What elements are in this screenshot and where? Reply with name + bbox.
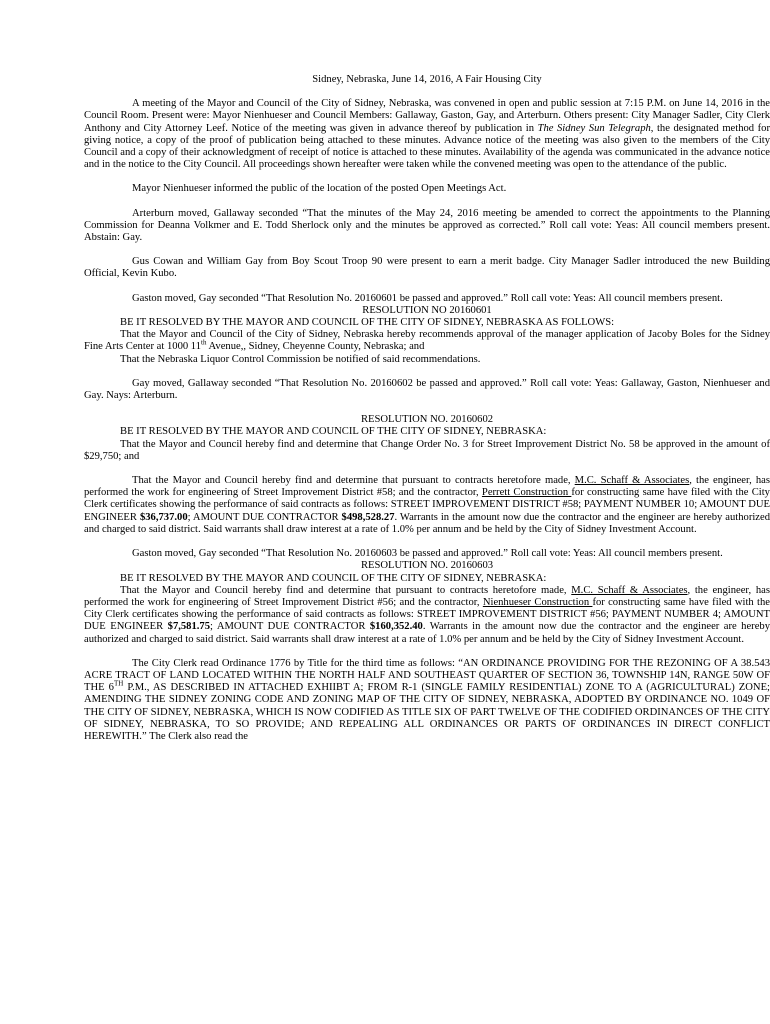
clause-text: ; AMOUNT DUE CONTRACTOR xyxy=(187,511,342,523)
meeting-paragraph xyxy=(84,98,770,171)
ordinal-suffix: TH xyxy=(113,679,124,688)
contractor-amount: $498,528.27 xyxy=(341,511,395,523)
resolution-3-motion: Gaston moved, Gay seconded “That Resolution No. 20160603 be passed and approved.” Roll call vote: Yeas: All council members present. xyxy=(132,548,723,560)
engineer-amount: $7,581.75 xyxy=(167,621,211,633)
resolution-1-clause-b: That the Nebraska Liquor Control Commission be notified of said recommendations. xyxy=(120,353,481,365)
page-title: Sidney, Nebraska, June 14, 2016, A Fair Housing City xyxy=(312,74,542,85)
meeting-text-a: A meeting of the Mayor and Council of the City of Sidney, Nebraska, was convened in open and public session at 7:15 P.M. on June 14, 2016 in the Council Room. Present were: Mayor Nienhueser and Council Members: Gallaway, Gaston, Gay, and Arterburn. Others present: City Manager Sadler, City Clerk Anthony and City Attorney Leef. Notice of the meeting was given in advance thereof by publication in xyxy=(84,98,770,134)
scouts-paragraph: Gus Cowan and William Gay from Boy Scout Troop 90 were present to earn a merit badge. City Manager Sadler introduced the new Building Official, Kevin Kubo. xyxy=(84,256,770,280)
resolution-1-clause-a-text: That the Mayor and Council of the City of Sidney, Nebraska hereby recommends approval of the manager application of Jacoby Boles for the Sidney Fine Arts Center at 1000 11 xyxy=(84,329,770,353)
engineer-amount: $36,737.00 xyxy=(139,511,188,523)
clause-text: , the engineer, has performed the work for engineering of Street Improvement District #56; and the contractor, xyxy=(84,584,770,608)
resolution-2-clause-b xyxy=(84,475,770,536)
clause-text: That the Mayor and Council hereby find and determine that pursuant to contracts heretofore made, xyxy=(120,584,572,596)
contractor-name: Nienhueser Construction xyxy=(482,596,593,608)
publication-name: The Sidney Sun Telegraph xyxy=(537,122,651,134)
resolution-2-be-it-resolved: BE IT RESOLVED BY THE MAYOR AND COUNCIL OF THE CITY OF SIDNEY, NEBRASKA: xyxy=(120,426,547,438)
ordinance-text-b: P.M., AS DESCRIBED IN ATTACHED EXHIIBT A; FROM R-1 (SINGLE FAMILY RESIDENTIAL) ZONE TO A (AGRICULTURAL) ZONE; AMENDING THE SIDNEY ZONING CODE AND ZONING MAP OF THE CITY OF SIDNEY, NEBRASKA, ADOPTED BY ORDINANCE NO. 1049 OF THE CITY OF SIDNEY, NEBRASKA, WHICH IS NOW CODIFIED AS TITLE SIX OF PART TWELVE OF THE CODIFIED ORDINANCES OF THE CITY OF SIDNEY, NEBRASKA, TO SO PROVIDE; AND REPEALING ALL ORDINANCES OR PARTS OF ORDINANCES IN DIRECT CONFLICT HEREWITH.” The Clerk also read the xyxy=(84,682,770,742)
minutes-motion-paragraph: Arterburn moved, Gallaway seconded “That the minutes of the May 24, 2016 meeting be amended to correct the appointments to the Planning Commission for Deanna Volkmer and E. Todd Sherlock only and the minutes be approved as corrected.” Roll call vote: Yeas: All council members present. Abstain: Gay. xyxy=(84,207,770,244)
clause-text: . Warrants in the amount now due the contractor and the engineer are hereby authorized and charged to said district. Said warrants shall draw interest at a rate of 1.0% per annum and be held by the City of Sidney Investment Account. xyxy=(84,511,770,535)
clause-text: for constructing same have filed with the City Clerk certificates showing the performance of said contracts as follows: STREET IMPROVEMENT DISTRICT #56; PAYMENT NUMBER 4; AMOUNT DUE ENGINEER xyxy=(84,596,770,633)
resolution-2-motion: Gay moved, Gallaway seconded “That Resolution No. 20160602 be passed and approved.” Roll call vote: Yeas: Gallaway, Gaston, Nienhueser and Gay. Nays: Arterburn. xyxy=(84,377,770,402)
document-page xyxy=(84,74,770,743)
resolution-3-clause-a xyxy=(84,585,770,646)
clause-text: , the engineer, has performed the work for engineering of Street Improvement District #58; and the contractor, xyxy=(84,475,770,499)
resolution-1-clause-a xyxy=(84,329,770,353)
ordinance-text-a: The City Clerk read Ordinance 1776 by Title for the third time as follows: “AN ORDINANCE PROVIDING FOR THE REZONING OF A 38.543 ACRE TRACT OF LAND LOCATED WITHIN THE NORTH HALF AND SOUTHEAST QUARTER OF SECTION 36, TOWNSHIP 14N, RANGE 50W OF THE 6 xyxy=(84,657,770,694)
clause-text: for constructing same have filed with the City Clerk certificates showing the performance of said contracts as follows: STREET IMPROVEMENT DISTRICT #58; PAYMENT NUMBER 10; AMOUNT DUE ENGINEER xyxy=(84,487,770,523)
ordinal-suffix: th xyxy=(201,338,207,347)
resolution-2-clause-a: That the Mayor and Council hereby find and determine that Change Order No. 3 for Street Improvement District No. 58 be approved in the amount of $29,750; and xyxy=(84,438,770,462)
open-meetings-paragraph: Mayor Nienhueser informed the public of the location of the posted Open Meetings Act. xyxy=(132,183,507,195)
resolution-3-heading: RESOLUTION NO. 20160603 xyxy=(360,560,494,572)
clause-text: ; AMOUNT DUE CONTRACTOR xyxy=(210,621,370,633)
engineer-name: M.C. Schaff & Associates xyxy=(571,584,688,596)
clause-text: That the Mayor and Council hereby find and determine that pursuant to contracts heretofore made, xyxy=(132,475,575,487)
contractor-name: Perrett Construction xyxy=(481,487,572,499)
contractor-amount: $160,352.40 xyxy=(369,621,423,633)
engineer-name: M.C. Schaff & Associates xyxy=(574,475,690,487)
resolution-2-heading: RESOLUTION NO. 20160602 xyxy=(360,414,494,426)
ordinance-paragraph xyxy=(84,658,770,743)
meeting-text-b: , the designated method for giving notice, a copy of the proof of publication being attached to these minutes. Advance notice of the meeting was also given to the members of the City Council and a copy of their acknowledgment of receipt of notice is attached to these minutes. Availability of the agenda was communicated in the advance notice and in the notice to the City Council. All proceedings shown hereafter were taken while the convened meeting was open to the attendance of the public. xyxy=(84,122,770,171)
clause-text: . Warrants in the amount now due the contractor and the engineer are hereby authorized and charged to said district. Said warrants shall draw interest at a rate of 1.0% per annum and be held by the City of Sidney Investment Account. xyxy=(84,621,770,645)
resolution-1-clause-a-rest: Avenue,, Sidney, Cheyenne County, Nebraska; and xyxy=(206,341,425,353)
resolution-1-motion: Gaston moved, Gay seconded “That Resolution No. 20160601 be passed and approved.” Roll call vote: Yeas: All council members present. xyxy=(132,292,723,304)
resolution-1-be-it-resolved: BE IT RESOLVED BY THE MAYOR AND COUNCIL OF THE CITY OF SIDNEY, NEBRASKA AS FOLLOWS: xyxy=(120,317,615,329)
resolution-1-heading: RESOLUTION NO 20160601 xyxy=(362,304,492,316)
resolution-3-be-it-resolved: BE IT RESOLVED BY THE MAYOR AND COUNCIL OF THE CITY OF SIDNEY, NEBRASKA: xyxy=(120,572,547,584)
